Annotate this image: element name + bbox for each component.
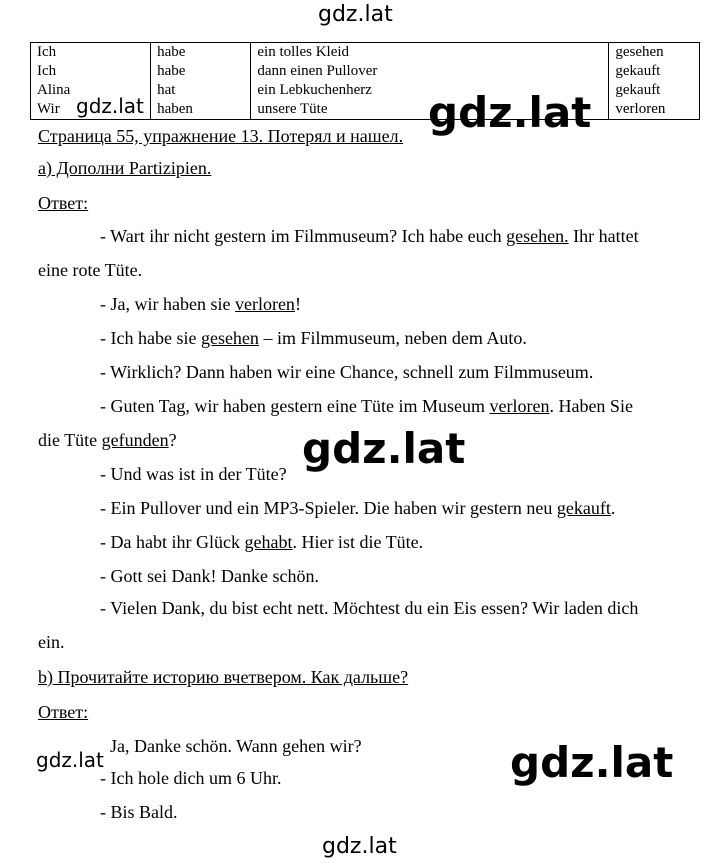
text: - Ein Pullover und ein MP3-Spieler. Die haben wir gestern neu — [100, 498, 557, 518]
text: - Guten Tag, wir haben gestern eine Tüte im Museum — [100, 396, 490, 416]
section-b-answer-label: Ответ: — [38, 702, 89, 722]
watermark-large: gdz.lat — [510, 738, 674, 787]
text: - Wart ihr nicht gestern im Filmmuseum? Ich habe euch — [100, 226, 507, 246]
watermark-large: gdz.lat — [428, 88, 592, 137]
dialog-line-5-cont — [38, 430, 177, 451]
table-cell-subject: Wir — [31, 100, 151, 120]
table-row — [31, 43, 700, 63]
table-cell-object: ein Lebkuchenherz — [251, 81, 609, 100]
table-cell-participle: gekauft — [609, 62, 700, 81]
story-line-1: Ja, Danke schön. Wann gehen wir? — [110, 736, 362, 756]
text: - Ja, wir haben sie — [100, 294, 235, 314]
dialog-line-3 — [100, 328, 527, 349]
filled-participle: verloren — [234, 294, 295, 314]
table-cell-participle: verloren — [609, 100, 700, 120]
dialog-line-8 — [100, 532, 423, 553]
text: ! — [294, 294, 301, 314]
table-cell-subject: Ich — [31, 43, 151, 63]
text: - Ich habe sie — [100, 328, 201, 348]
watermark-top: gdz.lat — [318, 2, 393, 27]
section-a-title: а) Дополни Partizipien. — [38, 158, 212, 178]
table-cell-subject: Ich — [31, 62, 151, 81]
table-cell-aux: habe — [151, 62, 251, 81]
table-cell-participle: gekauft — [609, 81, 700, 100]
text: – im Filmmuseum, neben dem Auto. — [258, 328, 527, 348]
dialog-line-7 — [100, 498, 615, 519]
watermark-left: gdz.lat — [36, 748, 104, 772]
text: . Hier ist die Tüte. — [292, 532, 424, 552]
filled-participle: gesehen. — [506, 226, 569, 246]
watermark-large: gdz.lat — [302, 424, 466, 473]
dialog-line-1 — [100, 226, 639, 247]
filled-participle: gehabt — [244, 532, 293, 552]
exercise-heading: Страница 55, упражнение 13. Потерял и нашел. — [38, 126, 404, 146]
text: - Da habt ihr Glück — [100, 532, 245, 552]
dialog-line-1-cont: eine rote Tüte. — [38, 260, 143, 280]
dialog-line-6: - Und was ist in der Tüte? — [100, 464, 287, 484]
dialog-line-5 — [100, 396, 633, 417]
table-cell-object: unsere Tüte — [251, 100, 609, 120]
filled-participle: gefunden — [101, 430, 169, 450]
story-line-3: - Bis Bald. — [100, 802, 178, 822]
filled-participle: verloren — [489, 396, 550, 416]
story-line-2: - Ich hole dich um 6 Uhr. — [100, 768, 282, 788]
table-cell-object: ein tolles Kleid — [251, 43, 609, 63]
text: . Haben Sie — [549, 396, 633, 416]
table-cell-subject: Alina — [31, 81, 151, 100]
section-a-answer-label: Ответ: — [38, 193, 89, 213]
table-cell-object: dann einen Pullover — [251, 62, 609, 81]
dialog-line-10-cont: ein. — [38, 632, 65, 652]
dialog-line-2 — [100, 294, 301, 315]
dialog-line-10: - Vielen Dank, du bist echt nett. Möchtest du ein Eis essen? Wir laden dich — [100, 598, 639, 618]
filled-participle: gesehen — [200, 328, 259, 348]
section-b-title: b) Прочитайте историю вчетвером. Как дальше? — [38, 667, 409, 687]
text: ? — [168, 430, 177, 450]
table-cell-aux: hat — [151, 81, 251, 100]
filled-participle: gekauft — [556, 498, 611, 518]
text: Ihr hattet — [568, 226, 639, 246]
text: . — [610, 498, 616, 518]
watermark-bottom: gdz.lat — [322, 834, 397, 859]
table-row — [31, 62, 700, 81]
table-cell-participle: gesehen — [609, 43, 700, 63]
table-cell-aux: habe — [151, 43, 251, 63]
table-cell-aux: haben — [151, 100, 251, 120]
text: die Tüte — [38, 430, 102, 450]
dialog-line-9: - Gott sei Dank! Danke schön. — [100, 566, 319, 586]
watermark-table: gdz.lat — [76, 94, 144, 118]
dialog-line-4: - Wirklich? Dann haben wir eine Chance, schnell zum Filmmuseum. — [100, 362, 594, 382]
